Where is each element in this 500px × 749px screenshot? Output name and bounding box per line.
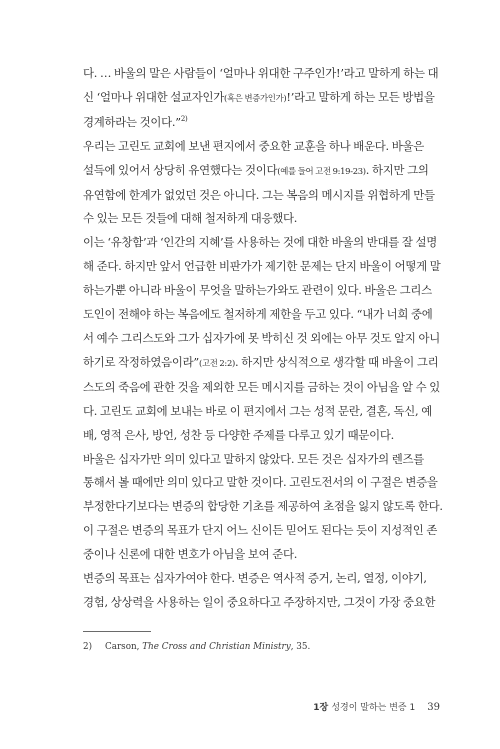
text-run: . 하지만 그의 — [365, 162, 429, 177]
text-line: 서 예수 그리스도와 그가 십자가에 못 박히신 것 외에는 아무 것도 알지 아니 — [83, 330, 441, 345]
text-line: 다. 고린도 교회에 보내는 바로 이 편지에서 그는 성적 문란, 결혼, 독신, 예 — [83, 403, 433, 418]
text-line: 경험, 상상력을 사용하는 일이 중요하다고 주장하지만, 그것이 가장 중요한 — [83, 594, 436, 609]
text-run: 설득에 있어서 상당히 유연했다는 것이다 — [83, 162, 278, 177]
text-line: 부정한다기보다는 변증의 합당한 기초를 제공하여 초점을 잃지 않도록 한다. — [83, 499, 443, 514]
inline-note: (고전 2:2) — [198, 357, 235, 368]
footnote-number: 2) — [83, 642, 93, 652]
text-run: . 하지만 상식적으로 생각할 때 바울이 그리 — [234, 354, 439, 369]
text-run: 신 ‘얼마나 위대한 설교자인가 — [83, 89, 225, 104]
text-line: 통해서 볼 때에만 의미 있다고 말한 것이다. 고린도전서의 이 구절은 변증을 — [83, 475, 438, 490]
footnote-marker: 2) — [180, 115, 188, 124]
text-line: 우리는 고린도 교회에 보낸 편지에서 중요한 교훈을 하나 배운다. 바울은 — [83, 138, 425, 153]
footnote-title: The Cross and Christian Ministry — [142, 642, 291, 652]
body-text — [83, 62, 443, 615]
text-run: 경계하라는 것이다.” — [83, 114, 181, 129]
text-line: 이는 ‘유창함’과 ‘인간의 지혜’를 사용하는 것에 대한 바울의 반대를 잘 설명 — [83, 235, 438, 250]
text-line: 스도의 죽음에 관한 것을 제외한 모든 메시지를 금하는 것이 아님을 알 수 있 — [83, 379, 441, 394]
footnote — [83, 641, 417, 654]
text-line: 중이나 신론에 대한 변호가 아님을 보여 준다. — [83, 547, 298, 562]
text-line: 하는가뿐 아니라 바울이 무엇을 말하는가와도 관련이 있다. 바울은 그리스 — [83, 283, 432, 298]
text-line: 도인이 전해야 하는 복음에도 철저하게 제한을 두고 있다. “내가 너희 중에 — [83, 307, 433, 322]
inline-note: (예를 들어 고전 9:19-23) — [277, 165, 366, 176]
text-line: 바울은 십자가만 의미 있다고 말하지 않았다. 모든 것은 십자가의 렌즈를 — [83, 451, 425, 466]
text-line — [83, 111, 417, 135]
text-line — [83, 86, 435, 111]
text-line: 해 준다. 하지만 앞서 언급한 비판가가 제기한 문제는 단지 바울이 어떻게 말 — [83, 259, 441, 274]
text-line: 이 구절은 변증의 목표가 단지 어느 신이든 믿어도 된다는 듯이 지성적인 존 — [83, 523, 438, 538]
inline-note: (혹은 변증가인가) — [224, 92, 287, 103]
footnote-page: , 35. — [290, 642, 311, 652]
text-line — [83, 351, 439, 376]
text-line: 다. … 바울의 말은 사람들이 ‘얼마나 위대한 구주인가!’라고 말하게 하는 대 — [83, 66, 439, 80]
footnote-author: Carson, — [105, 642, 143, 652]
chapter-label: 1장 — [313, 703, 329, 713]
text-line: 유연함에 한계가 없었던 것은 아니다. 그는 복음의 메시지를 위협하게 만들 — [83, 187, 435, 202]
text-line: 배, 영적 은사, 방언, 성찬 등 다양한 주제를 다루고 있기 때문이다. — [83, 427, 395, 442]
text-run: !’라고 말하게 하는 모든 방법을 — [286, 89, 435, 104]
text-line: 변증의 목표는 십자가여야 한다. 변증은 역사적 증거, 논리, 열정, 이야기, — [83, 571, 427, 586]
running-footer — [313, 700, 440, 713]
page-number: 39 — [427, 702, 440, 713]
text-line: 수 있는 모든 것들에 대해 철저하게 대응했다. — [83, 211, 298, 226]
text-run: 하기로 작정하였음이라” — [83, 354, 199, 369]
text-line — [83, 159, 429, 184]
chapter-title: 성경이 말하는 변증 1 — [331, 703, 416, 713]
footnote-divider — [83, 631, 151, 632]
